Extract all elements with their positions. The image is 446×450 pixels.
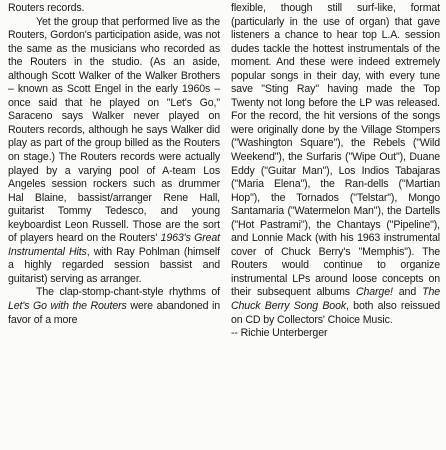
paragraph-text: and xyxy=(392,286,423,299)
paragraph-text: were abandoned in favor of a more xyxy=(8,300,220,326)
text-paragraph xyxy=(8,16,220,287)
left-text-column xyxy=(8,2,220,450)
paragraph-text: Routers records. xyxy=(8,2,85,14)
paragraph-text: , both also reissued on CD by Collectors' Choice Music. xyxy=(231,300,440,326)
italic-title-text: 1963's Great Instrumental Hits xyxy=(8,232,220,258)
author-signature xyxy=(231,327,440,341)
italic-title-text: Charge! xyxy=(355,286,393,299)
text-paragraph xyxy=(231,2,440,327)
paragraph-text: Yet the group that performed live as the Routers, Gordon's participation aside, was not the same as the musicians who recorded as the Routers in the studio. (As an aside, although Scott Walker of the Walker Brothers – known as Scott Engel in the early 1960s – once said that he played on "Let's Go," Saraceno says Walker never played on Routers records, although he says Walker did play as part of the group billed as the Routers on stage.) The Routers records were actually played by a varying pool of A-team Los Angeles session rockers such as drummer Hal Blaine, bassist/arranger Rene Hall, guitarist Tommy Tedesco, and young keyboardist Leon Russell. Those are the sort of players heard on the Routers' xyxy=(8,15,220,245)
italic-title-text: The Chuck Berry Song Book xyxy=(231,286,440,313)
italic-title-text: Let's Go with the Routers xyxy=(8,300,127,313)
right-text-column xyxy=(229,2,440,450)
text-paragraph xyxy=(8,286,220,327)
paragraph-text: The clap-stomp-chant-style rhythms of xyxy=(36,286,220,299)
paragraph-text: flexible, though still surf-like, format (particularly in the use of organ) that gave listeners a chance to hear top L.A. session dudes tackle the hottest instrumentals of the moment. And these were indeed extremely popular songs in their day, with every tune save "Sting Ray" having made the Top Twenty not long before the LP was released. For the record, the hit versions of the songs were originally done by the Village Stompers ("Washington Square"), the Rebels ("Wild Weekend"), the Surfaris ("Wipe Out"), Duane Eddy ("Guitar Man"), Los Indios Tabajaras ("Maria Elena"), the Ran-dells ("Martian Hop"), the Tornados ("Telstar"), Mongo Santamaria ("Watermelon Man"), the Dartells ("Hot Pastrami"), the Chantays ("Pipeline"), and Lonnie Mack (with his 1963 instrumental cover of Chuck Berry's "Memphis"). The Routers would continue to organize instrumental LPs around loose concepts on their subsequent albums xyxy=(231,2,440,299)
paragraph-text: -- Richie Unterberger xyxy=(231,327,328,340)
text-paragraph xyxy=(8,2,220,16)
paragraph-text: , with Ray Pohlman (himself a highly regarded session bassist and guitarist) serving as arranger. xyxy=(8,245,220,285)
